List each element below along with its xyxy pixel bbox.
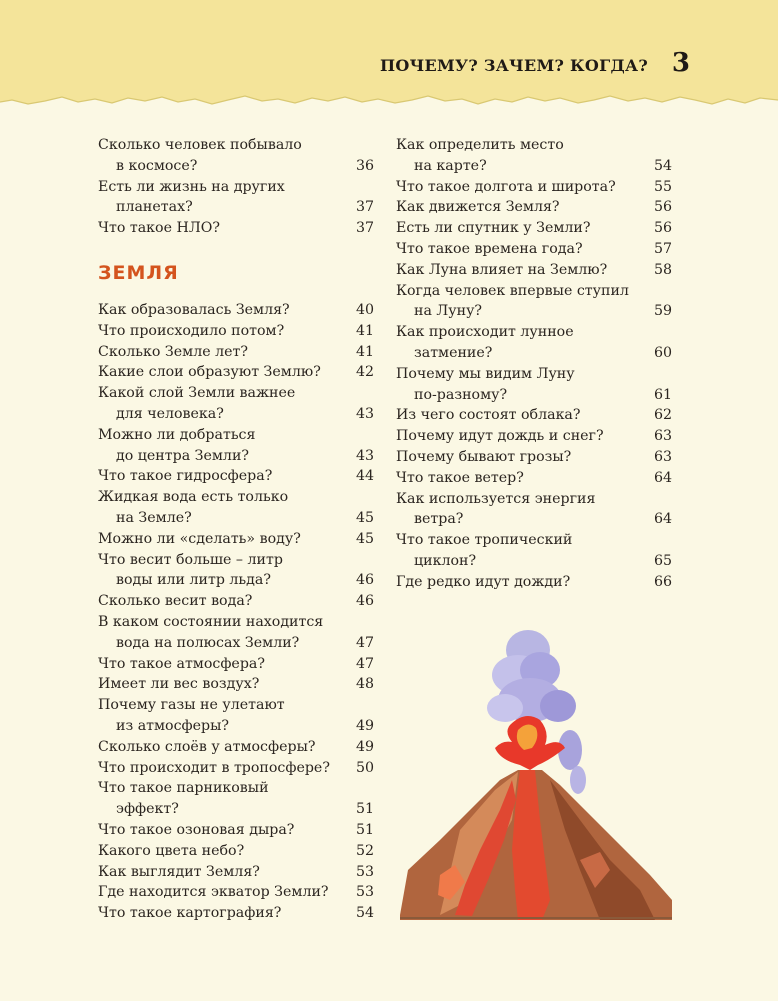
- toc-entry: [98, 737, 374, 758]
- toc-entry: [98, 425, 374, 467]
- toc-entry: [98, 342, 374, 363]
- toc-entry-page: 62: [653, 407, 672, 424]
- toc-entry-text: Какого цвета небо?: [98, 842, 245, 859]
- toc-entry-text: Что такое НЛО?: [98, 220, 220, 237]
- toc-entry-page: 65: [653, 552, 672, 569]
- toc-entry: [396, 135, 672, 177]
- toc-entry-text: по-разному?: [414, 386, 508, 403]
- toc-entry-text: Почему идут дождь и снег?: [396, 428, 604, 445]
- toc-entry-page: 58: [653, 261, 672, 278]
- toc-entry: [98, 362, 374, 383]
- toc-entry-text: Сколько весит вода?: [98, 593, 253, 610]
- toc-entry: [98, 591, 374, 612]
- toc-entry-text: Можно ли «сделать» воду?: [98, 530, 301, 547]
- toc-entry-text: Какие слои образуют Землю?: [98, 364, 321, 381]
- toc-entry-page: 66: [653, 573, 672, 590]
- toc-entry-text: вода на полюсах Земли?: [116, 634, 300, 651]
- toc-entry-text: на Земле?: [116, 509, 192, 526]
- toc-entry-text: В каком состоянии находится: [98, 613, 324, 630]
- toc-entry: [98, 674, 374, 695]
- toc-entry-text: Что такое ветер?: [396, 469, 524, 486]
- toc-entry-text: Что такое времена года?: [396, 240, 583, 257]
- toc-entry: [98, 218, 374, 239]
- toc-entry: [396, 572, 672, 593]
- toc-entry-text: Что такое атмосфера?: [98, 655, 265, 672]
- toc-entry-text: Что такое озоновая дыра?: [98, 821, 295, 838]
- toc-entry: [98, 654, 374, 675]
- toc-entry-text: Где находится экватор Земли?: [98, 884, 329, 901]
- toc-entry-page: 52: [355, 842, 374, 859]
- toc-entry-text: Есть ли жизнь на других: [98, 178, 285, 195]
- toc-entry: [98, 529, 374, 550]
- toc-entry: [98, 758, 374, 779]
- toc-entry-text: Сколько человек побывало: [98, 137, 302, 153]
- toc-entry-text: Что такое тропический: [396, 532, 573, 549]
- toc-entry-text: из атмосферы?: [116, 717, 230, 734]
- toc-entry-text: ветра?: [414, 511, 464, 528]
- toc-entry-text: Есть ли спутник у Земли?: [396, 220, 591, 237]
- toc-entry-page: 50: [355, 759, 374, 776]
- toc-entry-page: 37: [355, 220, 374, 237]
- toc-entry-text: Сколько слоёв у атмосферы?: [98, 738, 316, 755]
- toc-entry: [396, 260, 672, 281]
- toc-entry-page: 43: [355, 447, 374, 464]
- toc-entry: [98, 695, 374, 737]
- toc-entry-text: на Луну?: [414, 303, 483, 320]
- toc-entry-text: Жидкая вода есть только: [98, 489, 289, 506]
- toc-entry: [396, 530, 672, 572]
- toc-entry-text: Когда человек впервые ступил: [396, 282, 629, 299]
- toc-entry-page: 57: [653, 240, 672, 257]
- toc-entry-page: 63: [653, 428, 672, 445]
- toc-entry-page: 56: [653, 199, 672, 216]
- toc-entry: [98, 778, 374, 820]
- toc-entry-page: 43: [355, 405, 374, 422]
- toc-entry-page: 56: [653, 220, 672, 237]
- toc-entry-page: 60: [653, 344, 672, 361]
- toc-entry-page: 63: [653, 448, 672, 465]
- toc-entry-page: 44: [355, 468, 374, 485]
- toc-entry: [98, 882, 374, 903]
- toc-entry: [396, 364, 672, 406]
- toc-entry-text: Как используется энергия: [396, 490, 596, 507]
- toc-entry: [98, 321, 374, 342]
- toc-entry: [396, 405, 672, 426]
- toc-entry: [396, 197, 672, 218]
- toc-entry: [98, 487, 374, 529]
- toc-right-entries: [396, 135, 672, 593]
- toc-entry-page: 37: [355, 199, 374, 216]
- toc-entry: [396, 218, 672, 239]
- toc-entry-page: 46: [355, 572, 374, 589]
- toc-entry-page: 47: [355, 634, 374, 651]
- toc-entry: [98, 383, 374, 425]
- toc-entry-text: Что происходит в тропосфере?: [98, 759, 330, 776]
- toc-entry: [98, 841, 374, 862]
- toc-entry-text: затмение?: [414, 344, 493, 361]
- toc-entry-page: 53: [355, 884, 374, 901]
- toc-entry-text: планетах?: [116, 199, 193, 216]
- toc-left-column: [98, 135, 374, 924]
- toc-entry-text: в космосе?: [116, 157, 198, 174]
- toc-entry: [396, 239, 672, 260]
- toc-entry-text: Какой слой Земли важнее: [98, 385, 296, 402]
- section-title-zemlya: ЗЕМЛЯ: [98, 261, 179, 284]
- toc-entry-page: 54: [355, 905, 374, 922]
- toc-entry: [98, 612, 374, 654]
- toc-entry: [98, 466, 374, 487]
- toc-entry-text: Сколько Земле лет?: [98, 343, 248, 360]
- toc-entry-text: на карте?: [414, 157, 487, 174]
- toc-entry-text: Как Луна влияет на Землю?: [396, 261, 608, 278]
- toc-entry: [98, 903, 374, 924]
- toc-entry-text: Можно ли добраться: [98, 426, 256, 443]
- toc-entry-text: Что такое парниковый: [98, 780, 269, 797]
- toc-entry-page: 64: [653, 469, 672, 486]
- toc-entry-text: Как движется Земля?: [396, 199, 560, 216]
- toc-entry: [396, 177, 672, 198]
- toc-entry: [396, 322, 672, 364]
- toc-entry-text: Как образовалась Земля?: [98, 301, 290, 318]
- toc-entry-text: Что происходило потом?: [98, 322, 285, 339]
- toc-right-column: [396, 135, 672, 593]
- toc-entry-page: 41: [355, 322, 374, 339]
- toc-entry-text: Как происходит лунное: [396, 324, 574, 341]
- toc-entry-text: Как выглядит Земля?: [98, 863, 260, 880]
- toc-entry-page: 48: [355, 676, 374, 693]
- page-number: 3: [671, 48, 690, 78]
- toc-section-entries: [98, 300, 374, 924]
- toc-entry-page: 42: [355, 364, 374, 381]
- toc-entry-text: для человека?: [116, 405, 224, 422]
- toc-entry: [98, 820, 374, 841]
- toc-entry-page: 46: [355, 593, 374, 610]
- toc-entry-page: 51: [355, 801, 374, 818]
- header-band: [0, 0, 778, 120]
- toc-entry-page: 49: [355, 717, 374, 734]
- toc-entry: [396, 468, 672, 489]
- toc-entry: [396, 489, 672, 531]
- book-series-title: ПОЧЕМУ? ЗАЧЕМ? КОГДА?: [380, 56, 648, 75]
- toc-entry-text: Где редко идут дожди?: [396, 573, 571, 590]
- toc-entry-text: циклон?: [414, 552, 477, 569]
- toc-entry: [396, 426, 672, 447]
- toc-entry: [98, 300, 374, 321]
- toc-entry-text: Что весит больше – литр: [98, 551, 283, 568]
- toc-entry-page: 51: [355, 821, 374, 838]
- toc-entry-page: 53: [355, 863, 374, 880]
- toc-entry-page: 55: [653, 178, 672, 195]
- toc-entry-text: Почему газы не улетают: [98, 697, 285, 714]
- toc-entry-page: 64: [653, 511, 672, 528]
- toc-entry-page: 61: [653, 386, 672, 403]
- toc-entry-page: 36: [355, 157, 374, 174]
- toc-entry: [98, 135, 374, 177]
- toc-entry-text: Из чего состоят облака?: [396, 407, 581, 424]
- volcano-illustration: [400, 620, 672, 920]
- toc-entry-page: 41: [355, 343, 374, 360]
- toc-entry-text: Почему мы видим Луну: [396, 365, 575, 382]
- toc-left-top-entries: [98, 135, 374, 239]
- toc-entry-page: 40: [355, 301, 374, 318]
- toc-entry-text: воды или литр льда?: [116, 572, 271, 589]
- toc-entry-text: до центра Земли?: [116, 447, 250, 464]
- toc-entry-page: 45: [355, 509, 374, 526]
- toc-entry-text: Почему бывают грозы?: [396, 448, 572, 465]
- toc-entry-page: 54: [653, 157, 672, 174]
- toc-entry-page: 47: [355, 655, 374, 672]
- toc-entry-text: Имеет ли вес воздух?: [98, 676, 260, 693]
- toc-entry: [98, 550, 374, 592]
- toc-entry: [98, 862, 374, 883]
- toc-entry-page: 59: [653, 303, 672, 320]
- toc-entry: [98, 177, 374, 219]
- toc-entry-text: эффект?: [116, 801, 179, 818]
- toc-entry-page: 45: [355, 530, 374, 547]
- toc-entry-page: 49: [355, 738, 374, 755]
- toc-entry-text: Как определить место: [396, 137, 564, 153]
- toc-entry: [396, 447, 672, 468]
- toc-entry: [396, 281, 672, 323]
- toc-entry-text: Что такое картография?: [98, 905, 282, 922]
- toc-entry-text: Что такое долгота и широта?: [396, 178, 616, 195]
- toc-entry-text: Что такое гидросфера?: [98, 468, 273, 485]
